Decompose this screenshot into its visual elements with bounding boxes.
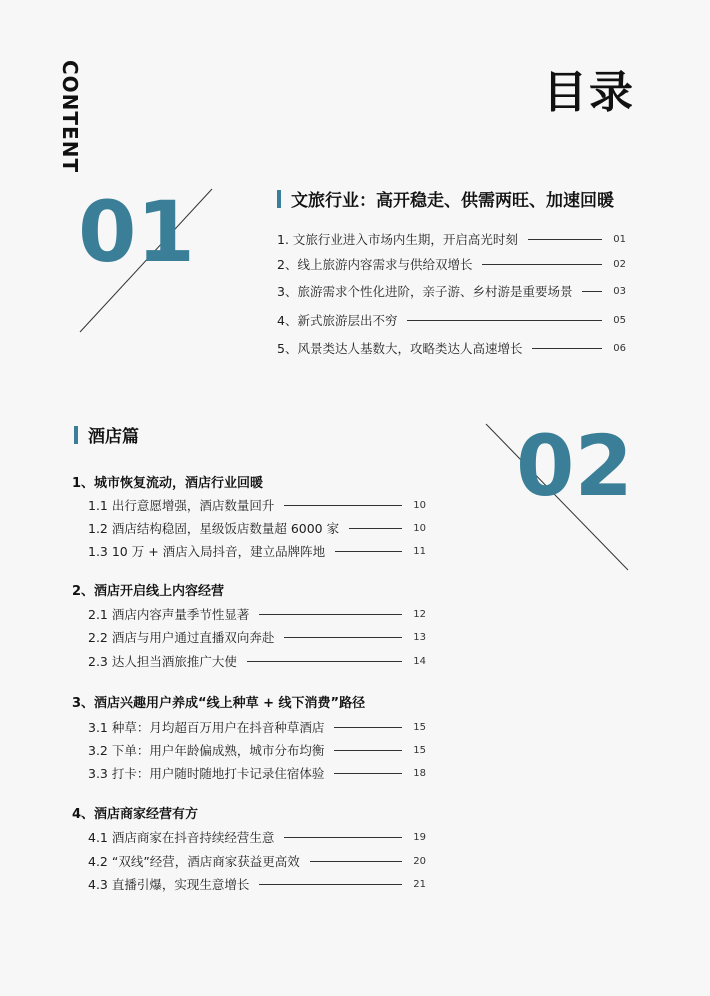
toc-entry[interactable] bbox=[88, 541, 426, 561]
toc-entry-text: 2.1 酒店内容声量季节性显著 bbox=[88, 607, 250, 622]
toc-entry-text: 2.3 达人担当酒旅推广大使 bbox=[88, 654, 237, 669]
toc-entry-text: 3.3 打卡：用户随时随地打卡记录住宿体验 bbox=[88, 766, 325, 781]
toc-entry[interactable] bbox=[277, 254, 626, 274]
leader-line bbox=[247, 661, 402, 662]
toc-entry-page: 10 bbox=[413, 499, 426, 511]
toc-group-title[interactable]: 1、城市恢复流动，酒店行业回暖 bbox=[72, 476, 264, 491]
toc-entry-page: 19 bbox=[413, 831, 426, 843]
toc-entry-text: 4.2 “双线”经营，酒店商家获益更高效 bbox=[88, 854, 300, 869]
toc-entry-text: 3.2 下单：用户年龄偏成熟，城市分布均衡 bbox=[88, 743, 325, 758]
leader-line bbox=[284, 637, 402, 638]
leader-line bbox=[259, 884, 402, 885]
toc-entry[interactable] bbox=[88, 518, 426, 538]
leader-line bbox=[259, 614, 402, 615]
toc-entry-text: 2.2 酒店与用户通过直播双向奔赴 bbox=[88, 630, 275, 645]
toc-entry-page: 20 bbox=[413, 855, 426, 867]
toc-entry[interactable] bbox=[88, 495, 426, 515]
toc-entry-text: 3、旅游需求个性化进阶，亲子游、乡村游是重要场景 bbox=[277, 284, 573, 299]
leader-line bbox=[349, 528, 402, 529]
leader-line bbox=[284, 837, 402, 838]
toc-entry-text: 1.3 10 万 + 酒店入局抖音，建立品牌阵地 bbox=[88, 544, 326, 559]
toc-entry-page: 15 bbox=[413, 721, 426, 733]
toc-group-title[interactable]: 2、酒店开启线上内容经营 bbox=[72, 584, 225, 599]
toc-entry-text: 2、线上旅游内容需求与供给双增长 bbox=[277, 257, 473, 272]
toc-entry[interactable] bbox=[88, 827, 426, 847]
section-number-02: 02 bbox=[516, 417, 633, 515]
toc-entry-text: 4、新式旅游层出不穷 bbox=[277, 313, 398, 328]
section-title-2 bbox=[74, 422, 139, 447]
toc-entry-page: 02 bbox=[613, 258, 626, 270]
toc-entry[interactable] bbox=[88, 740, 426, 760]
toc-entry-page: 05 bbox=[613, 314, 626, 326]
leader-line bbox=[335, 551, 402, 552]
content-vertical-label: CONTENT bbox=[58, 60, 82, 174]
toc-entry-page: 03 bbox=[613, 285, 626, 297]
toc-entry-text: 1.1 出行意愿增强，酒店数量回升 bbox=[88, 498, 275, 513]
leader-line bbox=[482, 264, 602, 265]
toc-entry-page: 01 bbox=[613, 233, 626, 245]
toc-entry-page: 06 bbox=[613, 342, 626, 354]
section-number-01: 01 bbox=[78, 183, 195, 281]
leader-line bbox=[334, 750, 402, 751]
leader-line bbox=[532, 348, 602, 349]
toc-entry[interactable] bbox=[277, 229, 626, 249]
toc-entry[interactable] bbox=[88, 851, 426, 871]
accent-bar bbox=[277, 190, 281, 208]
section-title-text: 酒店篇 bbox=[88, 427, 139, 447]
toc-entry[interactable] bbox=[88, 604, 426, 624]
leader-line bbox=[284, 505, 402, 506]
toc-entry-page: 14 bbox=[413, 655, 426, 667]
toc-entry[interactable] bbox=[277, 310, 626, 330]
toc-entry[interactable] bbox=[88, 763, 426, 783]
toc-entry-page: 15 bbox=[413, 744, 426, 756]
toc-entry[interactable] bbox=[88, 627, 426, 647]
toc-entry-text: 5、风景类达人基数大，攻略类达人高速增长 bbox=[277, 341, 523, 356]
toc-entry-text: 3.1 种草：月均超百万用户在抖音种草酒店 bbox=[88, 720, 325, 735]
section-title-text: 文旅行业：高开稳走、供需两旺、加速回暖 bbox=[291, 191, 614, 211]
page-title: 目录 bbox=[543, 67, 635, 118]
toc-entry[interactable] bbox=[88, 651, 426, 671]
toc-entry-page: 12 bbox=[413, 608, 426, 620]
toc-entry-text: 1.2 酒店结构稳固，星级饭店数量超 6000 家 bbox=[88, 521, 340, 536]
leader-line bbox=[334, 727, 402, 728]
toc-group-title[interactable]: 4、酒店商家经营有方 bbox=[72, 807, 199, 822]
toc-entry-page: 10 bbox=[413, 522, 426, 534]
leader-line bbox=[528, 239, 602, 240]
toc-entry[interactable] bbox=[88, 717, 426, 737]
toc-entry-page: 18 bbox=[413, 767, 426, 779]
toc-group-title[interactable]: 3、酒店兴趣用户养成“线上种草 + 线下消费”路径 bbox=[72, 696, 366, 711]
leader-line bbox=[334, 773, 402, 774]
toc-entry[interactable] bbox=[88, 874, 426, 894]
toc-entry-page: 21 bbox=[413, 878, 426, 890]
accent-bar bbox=[74, 426, 78, 444]
toc-entry-text: 4.3 直播引爆，实现生意增长 bbox=[88, 877, 250, 892]
leader-line bbox=[582, 291, 602, 292]
leader-line bbox=[407, 320, 602, 321]
toc-entry-page: 13 bbox=[413, 631, 426, 643]
toc-entry-page: 11 bbox=[413, 545, 426, 557]
section-title-1 bbox=[277, 186, 614, 211]
toc-entry-text: 4.1 酒店商家在抖音持续经营生意 bbox=[88, 830, 275, 845]
toc-entry-text: 1. 文旅行业进入市场内生期，开启高光时刻 bbox=[277, 232, 518, 247]
toc-entry[interactable] bbox=[277, 281, 626, 301]
toc-entry[interactable] bbox=[277, 338, 626, 358]
leader-line bbox=[310, 861, 402, 862]
